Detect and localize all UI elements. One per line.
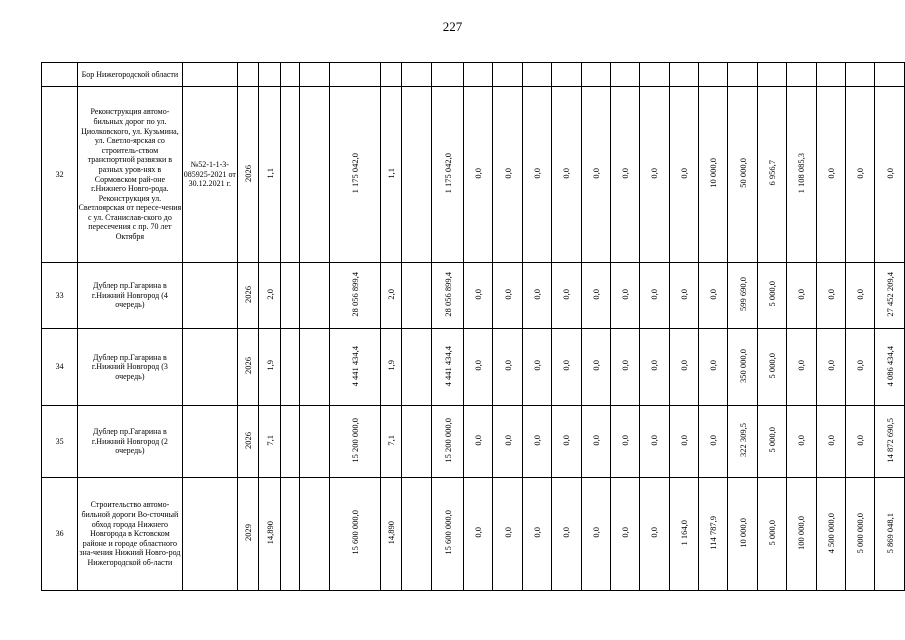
value-cell-text: 0,0 <box>825 167 836 179</box>
value-cell-text: 5 000,0 <box>767 427 778 453</box>
year-cell <box>238 329 259 406</box>
cost2-cell <box>432 329 464 406</box>
cell-empty <box>402 263 432 329</box>
value-cell-text: 0,0 <box>678 167 689 179</box>
value-cell <box>610 263 639 329</box>
value-cell <box>552 329 581 406</box>
value-cell-text: 0,0 <box>473 360 484 372</box>
cost2-cell <box>432 87 464 263</box>
year-cell <box>238 478 259 591</box>
value-cell-text: 0,0 <box>502 527 513 539</box>
capacity-cell <box>259 263 280 329</box>
value-cell-text: 0,0 <box>796 360 807 372</box>
value-cell <box>669 406 698 478</box>
value-cell-text: 0,0 <box>561 167 572 179</box>
value-cell-text: 0,0 <box>590 434 601 446</box>
value-cell <box>875 263 905 329</box>
cost-cell-text: 4 441 434,4 <box>349 345 360 386</box>
cell-empty <box>402 329 432 406</box>
document-ref-cell: №52-1-1-3-085925-2021 от 30.12.2021 г. <box>182 87 237 263</box>
value-cell-text: 0,0 <box>620 527 631 539</box>
cell-empty <box>463 63 492 87</box>
year-cell <box>238 87 259 263</box>
year-cell <box>238 263 259 329</box>
cell-empty <box>329 63 380 87</box>
row-number: 34 <box>42 329 78 406</box>
value-cell-text: 0,0 <box>531 360 542 372</box>
value-cell <box>846 478 875 591</box>
value-cell-text: 50 000,0 <box>737 158 748 189</box>
capacity2-cell <box>380 87 401 263</box>
document-ref-cell <box>182 478 237 591</box>
cell-empty <box>669 63 698 87</box>
table-row <box>42 478 905 591</box>
value-cell-text: 0,0 <box>708 434 719 446</box>
value-cell-text: 0,0 <box>590 360 601 372</box>
value-cell <box>669 87 698 263</box>
cell-empty <box>402 87 432 263</box>
value-cell <box>699 87 728 263</box>
value-cell-text: 1 164,0 <box>678 519 689 546</box>
capacity-cell-text: 14,890 <box>264 521 275 545</box>
value-cell-text: 0,0 <box>502 434 513 446</box>
value-cell-text: 0,0 <box>473 167 484 179</box>
value-cell <box>463 478 492 591</box>
cost-cell <box>329 263 380 329</box>
value-cell <box>493 263 522 329</box>
value-cell <box>640 478 669 591</box>
value-cell-text: 0,0 <box>590 167 601 179</box>
value-cell-text: 5 000,0 <box>767 519 778 546</box>
capacity2-cell-text: 1,9 <box>386 360 397 372</box>
year-cell-text: 2026 <box>243 431 254 449</box>
value-cell <box>846 329 875 406</box>
cost-cell <box>329 87 380 263</box>
cell-empty <box>300 478 330 591</box>
value-cell <box>787 406 816 478</box>
cell-empty <box>432 63 464 87</box>
cost-cell <box>329 478 380 591</box>
value-cell <box>581 478 610 591</box>
value-cell <box>816 329 845 406</box>
value-cell <box>581 87 610 263</box>
value-cell-text: 0,0 <box>590 288 601 300</box>
value-cell-text: 0,0 <box>531 288 542 300</box>
value-cell <box>757 329 786 406</box>
cell-empty <box>259 63 280 87</box>
cell-empty <box>280 478 299 591</box>
object-name-cell: Бор Нижегородской области <box>78 63 182 87</box>
value-cell <box>522 406 551 478</box>
value-cell <box>757 87 786 263</box>
cost-cell-text: 15 600 000,0 <box>349 510 360 556</box>
cost2-cell-text: 15 600 000,0 <box>442 510 453 556</box>
value-cell-text: 6 956,7 <box>767 160 778 186</box>
cell-empty <box>238 63 259 87</box>
value-cell <box>493 478 522 591</box>
cell-empty <box>402 63 432 87</box>
object-name-cell: Дублер пр.Гагарина в г.Нижний Новгород (4 очередь) <box>78 263 182 329</box>
value-cell <box>875 406 905 478</box>
value-cell <box>757 478 786 591</box>
value-cell <box>581 263 610 329</box>
value-cell <box>552 87 581 263</box>
value-cell <box>816 406 845 478</box>
value-cell <box>493 329 522 406</box>
value-cell-text: 0,0 <box>620 288 631 300</box>
value-cell-text: 0,0 <box>531 527 542 539</box>
object-name-cell: Дублер пр.Гагарина в г.Нижний Новгород (3 очередь) <box>78 329 182 406</box>
value-cell-text: 114 787,9 <box>708 515 719 550</box>
value-cell <box>522 478 551 591</box>
cell-empty <box>300 63 330 87</box>
value-cell-text: 0,0 <box>561 527 572 539</box>
year-cell-text: 2029 <box>243 524 254 542</box>
value-cell-text: 0,0 <box>649 288 660 300</box>
table-row <box>42 406 905 478</box>
capacity2-cell-text: 14,890 <box>386 521 397 545</box>
year-cell-text: 2026 <box>243 357 254 375</box>
value-cell <box>522 87 551 263</box>
value-cell <box>493 406 522 478</box>
value-cell <box>875 478 905 591</box>
cell-empty <box>522 63 551 87</box>
value-cell-text: 0,0 <box>561 434 572 446</box>
value-cell-text: 4 500 000,0 <box>825 512 836 553</box>
value-cell <box>669 478 698 591</box>
value-cell-text: 0,0 <box>649 434 660 446</box>
value-cell-text: 0,0 <box>590 527 601 539</box>
value-cell-text: 14 872 690,5 <box>884 417 895 463</box>
cell-empty <box>300 406 330 478</box>
cell-empty <box>280 263 299 329</box>
value-cell-text: 0,0 <box>502 167 513 179</box>
cell-empty <box>300 263 330 329</box>
value-cell <box>522 263 551 329</box>
row-number: 32 <box>42 87 78 263</box>
value-cell <box>875 329 905 406</box>
row-number: 35 <box>42 406 78 478</box>
cell-empty <box>816 63 845 87</box>
value-cell-text: 0,0 <box>855 167 866 179</box>
cost-cell-text: 28 056 899,4 <box>349 271 360 317</box>
year-cell-text: 2026 <box>243 285 254 303</box>
value-cell-text: 0,0 <box>678 288 689 300</box>
value-cell <box>816 87 845 263</box>
value-cell <box>816 478 845 591</box>
cost2-cell <box>432 478 464 591</box>
capacity2-cell <box>380 478 401 591</box>
capacity-cell-text: 2,0 <box>264 288 275 300</box>
capacity2-cell-text: 7,1 <box>386 434 397 446</box>
value-cell-text: 0,0 <box>855 360 866 372</box>
value-cell <box>728 263 757 329</box>
value-cell-text: 0,0 <box>708 288 719 300</box>
value-cell-text: 0,0 <box>561 288 572 300</box>
value-cell <box>728 406 757 478</box>
value-cell-text: 10 000,0 <box>708 158 719 189</box>
value-cell <box>728 478 757 591</box>
value-cell-text: 0,0 <box>502 288 513 300</box>
cell-empty <box>699 63 728 87</box>
value-cell <box>493 87 522 263</box>
capacity2-cell <box>380 263 401 329</box>
cost2-cell <box>432 263 464 329</box>
cell-empty <box>581 63 610 87</box>
capacity2-cell-text: 1,1 <box>386 167 397 179</box>
value-cell-text: 0,0 <box>649 527 660 539</box>
value-cell <box>463 406 492 478</box>
value-cell-text: 0,0 <box>620 360 631 372</box>
value-cell-text: 0,0 <box>531 167 542 179</box>
cost-cell-text: 1 175 042,0 <box>349 153 360 194</box>
value-cell <box>728 329 757 406</box>
cell-empty <box>757 63 786 87</box>
capacity-cell <box>259 329 280 406</box>
value-cell <box>787 329 816 406</box>
page-number: 227 <box>442 19 463 34</box>
value-cell <box>728 87 757 263</box>
value-cell-text: 0,0 <box>825 434 836 446</box>
value-cell-text: 599 690,0 <box>737 277 748 312</box>
cell-empty <box>280 63 299 87</box>
cell-empty <box>875 63 905 87</box>
value-cell <box>640 329 669 406</box>
cost2-cell-text: 28 056 899,4 <box>442 271 453 317</box>
capacity-cell <box>259 406 280 478</box>
capacity-cell-text: 1,1 <box>264 167 275 179</box>
object-name-cell: Строительство автомо-бильной дороги Во-сточный обход города Нижнего Новгорода в Кстовском районе и городе областного зна-чения Нижний Новго-род Нижегородской об-ласти <box>78 478 182 591</box>
value-cell <box>787 87 816 263</box>
cell-empty <box>787 63 816 87</box>
value-cell-text: 322 309,5 <box>737 423 748 458</box>
cell-empty <box>300 329 330 406</box>
value-cell-text: 0,0 <box>855 434 866 446</box>
value-cell <box>581 406 610 478</box>
value-cell-text: 5 000 000,0 <box>855 512 866 553</box>
document-ref-cell <box>182 406 237 478</box>
value-cell <box>463 87 492 263</box>
value-cell-text: 0,0 <box>649 360 660 372</box>
value-cell <box>552 406 581 478</box>
value-cell-text: 0,0 <box>678 360 689 372</box>
cell-empty <box>493 63 522 87</box>
value-cell <box>699 478 728 591</box>
value-cell <box>640 263 669 329</box>
cell-empty <box>280 406 299 478</box>
value-cell <box>522 329 551 406</box>
value-cell-text: 4 086 434,4 <box>884 345 895 386</box>
cell-empty <box>610 63 639 87</box>
value-cell <box>610 329 639 406</box>
value-cell-text: 0,0 <box>620 167 631 179</box>
cell-empty <box>552 63 581 87</box>
value-cell-text: 5 869 048,1 <box>884 512 895 553</box>
value-cell <box>699 329 728 406</box>
capacity-cell-text: 1,9 <box>264 360 275 372</box>
object-name-cell: Дублер пр.Гагарина в г.Нижний Новгород (2 очередь) <box>78 406 182 478</box>
cost2-cell-text: 4 441 434,4 <box>442 345 453 386</box>
value-cell-text: 0,0 <box>796 288 807 300</box>
value-cell <box>610 87 639 263</box>
cell-empty <box>640 63 669 87</box>
value-cell-text: 5 000,0 <box>767 281 778 307</box>
table-row <box>42 263 905 329</box>
row-number: 36 <box>42 478 78 591</box>
value-cell-text: 27 452 209,4 <box>884 271 895 317</box>
value-cell-text: 0,0 <box>796 434 807 446</box>
value-cell <box>581 329 610 406</box>
value-cell <box>846 87 875 263</box>
capacity2-cell <box>380 329 401 406</box>
cell-empty <box>846 63 875 87</box>
value-cell <box>463 329 492 406</box>
value-cell <box>463 263 492 329</box>
value-cell-text: 0,0 <box>708 360 719 372</box>
value-cell-text: 0,0 <box>884 167 895 179</box>
value-cell-text: 1 108 085,3 <box>796 153 807 194</box>
object-name-cell: Реконструкция автомо-бильных дорог по ул. Циолковского, ул. Кузьмина, ул. Светло-ярская со строитель-ством транспортной развязки в разных уров-нях в Сормовском рай-оне г.Нижнего Новго-рода. Реконструкция ул. Светлоярская от пересе-чения с ул. Станислав-ского до пересечения с пр. 70 лет Октября <box>78 87 182 263</box>
capacity-cell <box>259 478 280 591</box>
year-cell <box>238 406 259 478</box>
cell-empty <box>280 87 299 263</box>
capacity-cell <box>259 87 280 263</box>
cost2-cell-text: 1 175 042,0 <box>442 153 453 194</box>
capacity-cell-text: 7,1 <box>264 434 275 446</box>
value-cell-text: 0,0 <box>502 360 513 372</box>
value-cell-text: 100 000,0 <box>796 515 807 550</box>
value-cell <box>757 263 786 329</box>
cell-empty <box>280 329 299 406</box>
cell-empty <box>300 87 330 263</box>
table-row <box>42 87 905 263</box>
value-cell-text: 0,0 <box>473 434 484 446</box>
value-cell <box>787 478 816 591</box>
value-cell <box>699 263 728 329</box>
value-cell-text: 0,0 <box>473 288 484 300</box>
value-cell <box>816 263 845 329</box>
value-cell-text: 0,0 <box>825 288 836 300</box>
cell-empty <box>402 406 432 478</box>
capacity2-cell <box>380 406 401 478</box>
cost2-cell <box>432 406 464 478</box>
value-cell-text: 350 000,0 <box>737 348 748 383</box>
value-cell <box>640 406 669 478</box>
document-ref-cell <box>182 329 237 406</box>
document-ref-cell <box>182 263 237 329</box>
value-cell-text: 10 000,0 <box>737 517 748 548</box>
value-cell-text: 0,0 <box>825 360 836 372</box>
value-cell <box>640 87 669 263</box>
table-row <box>42 329 905 406</box>
value-cell-text: 0,0 <box>561 360 572 372</box>
value-cell-text: 5 000,0 <box>767 352 778 379</box>
value-cell-text: 0,0 <box>855 288 866 300</box>
cost-cell-text: 15 200 000,0 <box>349 417 360 463</box>
value-cell <box>846 263 875 329</box>
cost-cell <box>329 329 380 406</box>
cost-cell <box>329 406 380 478</box>
cell-empty <box>402 478 432 591</box>
table-row-continuation <box>42 63 905 87</box>
value-cell <box>610 406 639 478</box>
cost2-cell-text: 15 200 000,0 <box>442 417 453 463</box>
value-cell <box>699 406 728 478</box>
value-cell-text: 0,0 <box>473 527 484 539</box>
cell-empty <box>380 63 401 87</box>
value-cell <box>875 87 905 263</box>
value-cell-text: 0,0 <box>531 434 542 446</box>
value-cell-text: 0,0 <box>649 167 660 179</box>
cell-empty <box>182 63 237 87</box>
value-cell <box>669 329 698 406</box>
cell-empty <box>728 63 757 87</box>
value-cell-text: 0,0 <box>620 434 631 446</box>
value-cell-text: 0,0 <box>678 434 689 446</box>
value-cell <box>787 263 816 329</box>
value-cell <box>757 406 786 478</box>
capacity2-cell-text: 2,0 <box>386 288 397 300</box>
value-cell <box>552 263 581 329</box>
investment-table <box>41 62 905 591</box>
value-cell <box>610 478 639 591</box>
value-cell <box>669 263 698 329</box>
value-cell <box>846 406 875 478</box>
value-cell <box>552 478 581 591</box>
cell-empty <box>42 63 78 87</box>
year-cell-text: 2026 <box>243 164 254 182</box>
row-number: 33 <box>42 263 78 329</box>
